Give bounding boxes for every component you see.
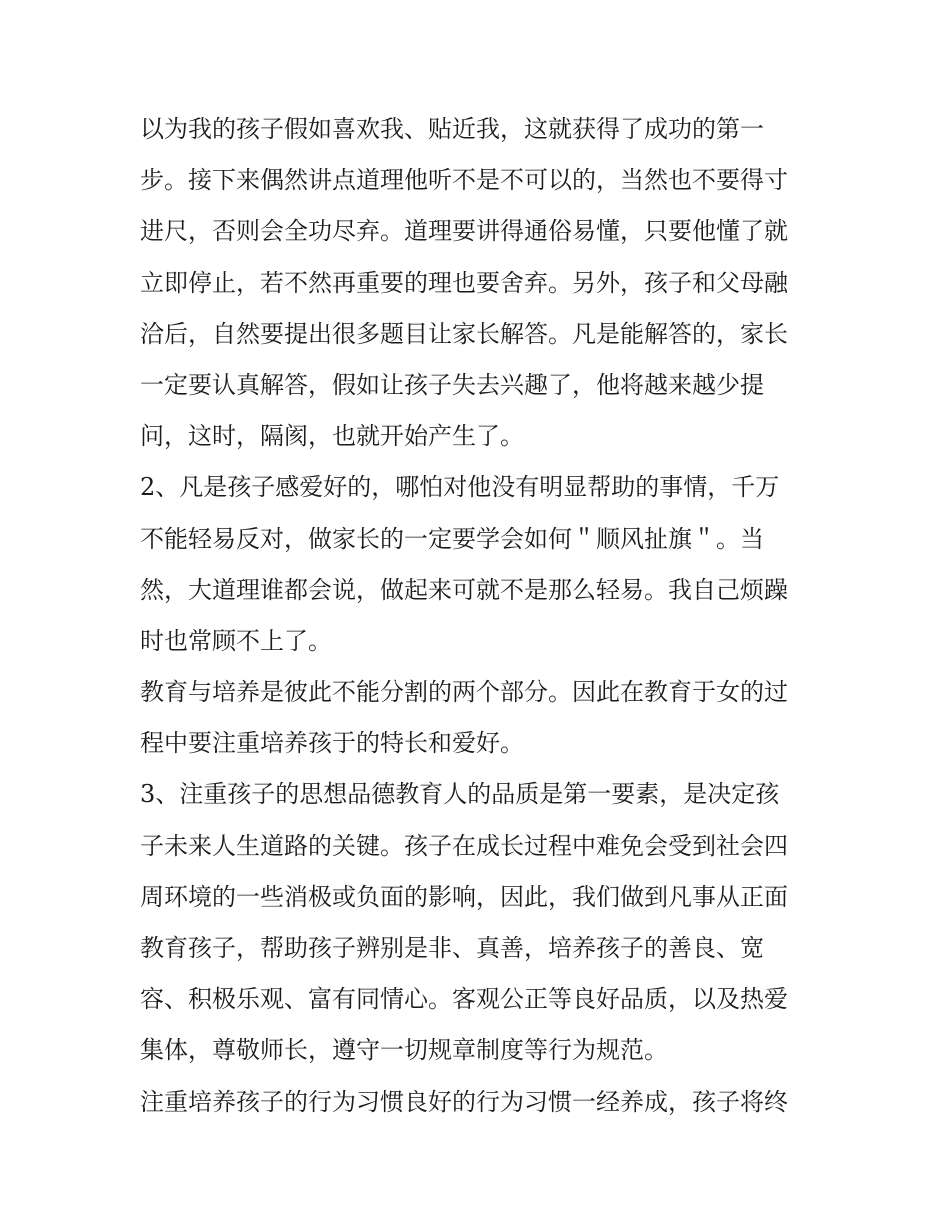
text-line: 一定要认真解答，假如让孩子失去兴趣了，他将越来越少提 [140, 370, 764, 399]
text-line: 问，这时，隔阂，也就开始产生了。 [140, 422, 524, 451]
text-line: 周环境的一些消极或负面的影响，因此，我们做到凡事从正面 [140, 882, 788, 911]
text-line: 立即停止，若不然再重要的理也要舍弃。另外，孩子和父母融 [140, 268, 788, 297]
text-line: 程中要注重培养孩于的特长和爱好。 [140, 729, 524, 758]
text-line: 教育孩子，帮助孩子辨别是非、真善，培养孩子的善良、宽 [140, 934, 764, 962]
text-line: 3、注重孩子的思想品德教育人的品质是第一要素，是决定孩 [140, 780, 780, 809]
text-line: 然，大道理谁都会说，做起来可就不是那么轻易。我自己烦躁 [140, 575, 788, 604]
text-line: 集体，尊敬师长，遵守一切规章制度等行为规范。 [140, 1036, 668, 1065]
text-line: 步。接下来偶然讲点道理他听不是不可以的，当然也不要得寸 [140, 166, 788, 195]
text-line: 时也常顾不上了。 [140, 626, 332, 655]
text-line: 容、积极乐观、富有同情心。客观公正等良好品质，以及热爱 [140, 985, 788, 1014]
document-body [140, 104, 812, 1128]
text-line: 子未来人生道路的关键。孩子在成长过程中难免会受到社会四 [140, 831, 788, 860]
text-line: 注重培养孩子的行为习惯良好的行为习惯一经养成，孩子将终 [140, 1087, 788, 1116]
text-line: 以为我的孩子假如喜欢我、贴近我，这就获得了成功的第一 [140, 115, 764, 143]
text-line: 不能轻易反对，做家长的一定要学会如何＂顺风扯旗＂。当 [140, 524, 764, 553]
text-line: 洽后，自然要提出很多题目让家长解答。凡是能解答的，家长 [140, 319, 788, 348]
text-line: 2、凡是孩子感爱好的，哪怕对他没有明显帮助的事情，千万 [140, 473, 780, 502]
text-line: 教育与培养是彼此不能分割的两个部分。因此在教育于女的过 [140, 678, 788, 707]
text-line: 进尺，否则会全功尽弃。道理要讲得通俗易懂，只要他懂了就 [140, 217, 788, 246]
